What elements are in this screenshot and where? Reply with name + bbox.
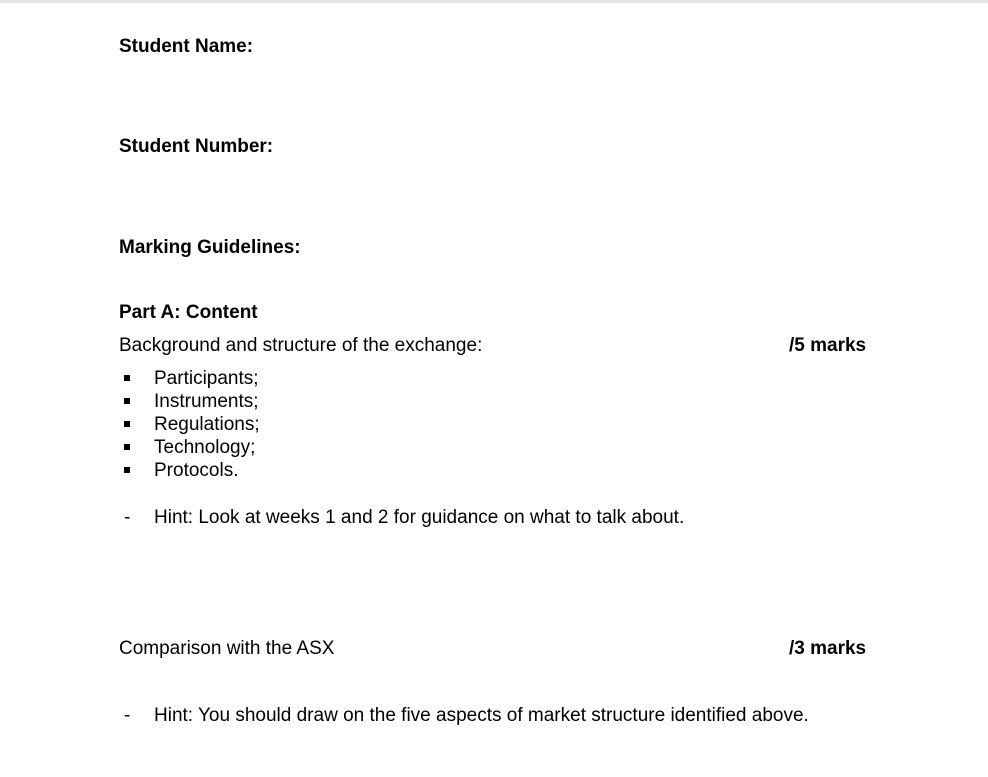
square-bullet-icon xyxy=(124,467,130,473)
section2-title: Comparison with the ASX xyxy=(119,638,335,659)
square-bullet-icon xyxy=(124,444,130,450)
square-bullet-icon xyxy=(124,375,130,381)
section1-title: Background and structure of the exchange: xyxy=(119,335,483,356)
square-bullet-icon xyxy=(124,421,130,427)
section2-marks: /3 marks xyxy=(789,638,867,659)
dash-bullet-icon: - xyxy=(124,705,131,726)
marking-guidelines-label: Marking Guidelines: xyxy=(119,237,301,258)
list-item: Protocols. xyxy=(154,460,239,481)
dash-bullet-icon: - xyxy=(124,507,131,528)
list-item: Instruments; xyxy=(154,391,259,412)
part-a-heading: Part A: Content xyxy=(119,302,258,323)
section2-hint: Hint: You should draw on the five aspects of market structure identified above. xyxy=(154,705,809,726)
top-divider xyxy=(0,0,988,3)
student-number-label: Student Number: xyxy=(119,136,274,157)
student-name-label: Student Name: xyxy=(119,36,254,57)
list-item: Technology; xyxy=(154,437,256,458)
list-item: Regulations; xyxy=(154,414,260,435)
section1-marks: /5 marks xyxy=(789,335,867,356)
list-item: Participants; xyxy=(154,368,259,389)
section1-hint: Hint: Look at weeks 1 and 2 for guidance on what to talk about. xyxy=(154,507,685,528)
square-bullet-icon xyxy=(124,398,130,404)
